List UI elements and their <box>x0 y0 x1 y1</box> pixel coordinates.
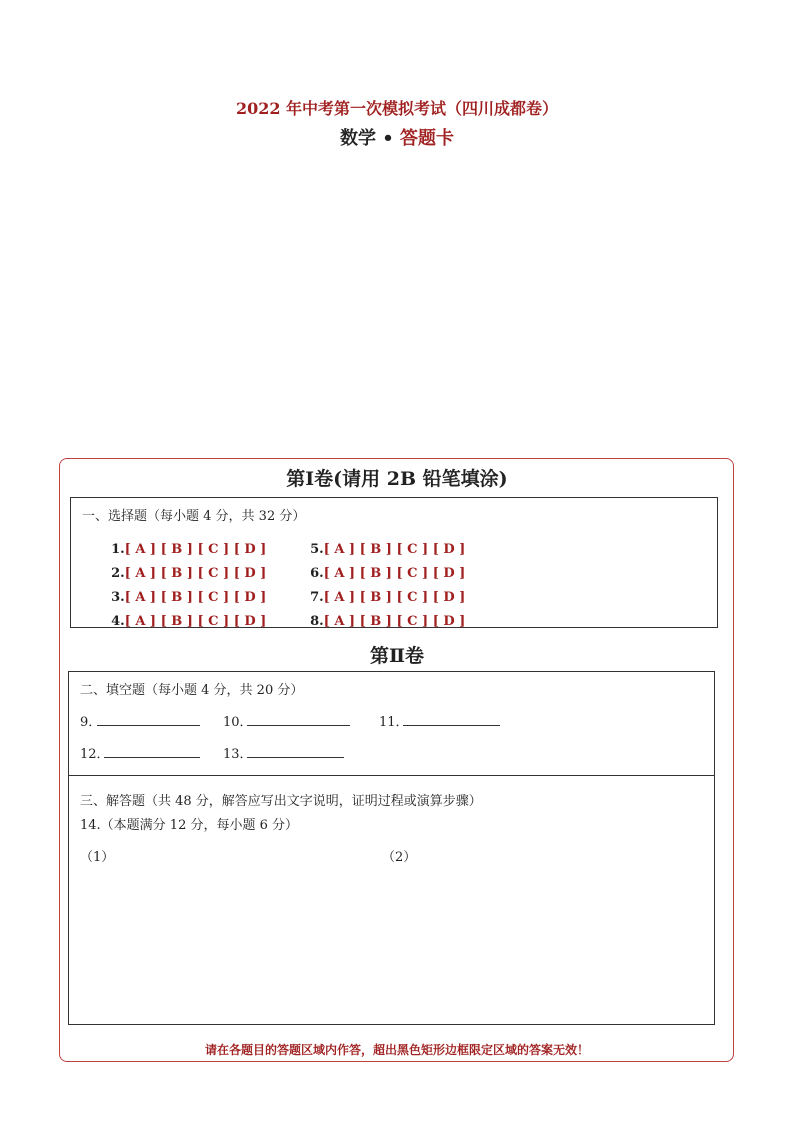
question-14-part-1: （1） <box>80 850 115 865</box>
question-number: 3. <box>111 590 125 605</box>
fill-item-11-blank[interactable] <box>403 725 500 726</box>
choice-question-4[interactable] <box>102 599 266 629</box>
question-14-label: 14.（本题满分 12 分，每小题 6 分） <box>80 818 299 833</box>
footer-notice: 请在各题目的答题区域内作答，超出黑色矩形边框限定区域的答案无效！ <box>204 1043 589 1057</box>
fill-item-9-number: 9． <box>80 715 102 730</box>
exam-subtitle <box>0 124 794 150</box>
fill-item-12-blank[interactable] <box>104 757 200 758</box>
choice-options[interactable]: [ A ] [ B ] [ C ] [ D ] <box>323 614 466 629</box>
subject-label: 数学 <box>339 128 376 149</box>
answer-card-label: 答题卡 <box>400 128 455 149</box>
choice-options[interactable]: [ A ] [ B ] [ C ] [ D ] <box>124 614 267 629</box>
choice-options[interactable]: [ A ] [ B ] [ C ] [ D ] <box>124 542 267 557</box>
question-number: 1. <box>111 542 125 557</box>
part2-heading: 第Ⅱ卷 <box>369 645 424 667</box>
choice-options[interactable]: [ A ] [ B ] [ C ] [ D ] <box>323 590 466 605</box>
choice-section-label: 一、选择题（每小题 4 分，共 32 分） <box>82 509 306 524</box>
question-14-part-2: （2） <box>382 850 417 865</box>
fill-item-13-number: 13． <box>223 747 253 762</box>
part1-heading: 第Ⅰ卷(请用 2B 铅笔填涂) <box>286 468 508 490</box>
fill-item-11-number: 11． <box>379 715 409 730</box>
choice-options[interactable]: [ A ] [ B ] [ C ] [ D ] <box>124 566 267 581</box>
fill-item-9-blank[interactable] <box>97 725 200 726</box>
choice-question-8[interactable] <box>301 599 465 629</box>
fill-section-label: 二、填空题（每小题 4 分，共 20 分） <box>80 683 304 698</box>
fill-item-10-blank[interactable] <box>247 725 350 726</box>
question-number: 6. <box>310 566 324 581</box>
subtitle-dot: • <box>382 128 394 149</box>
fill-item-10-number: 10． <box>223 715 253 730</box>
fill-item-13-blank[interactable] <box>247 757 344 758</box>
choice-options[interactable]: [ A ] [ B ] [ C ] [ D ] <box>323 542 466 557</box>
question-number: 4. <box>111 614 125 629</box>
fill-item-12-number: 12． <box>80 747 110 762</box>
solve-section-label: 三、解答题（共 48 分，解答应写出文字说明，证明过程或演算步骤） <box>80 794 482 809</box>
question-number: 7. <box>310 590 324 605</box>
exam-title: 2022 年中考第一次模拟考试（四川成都卷） <box>235 99 559 118</box>
section-divider <box>68 775 714 776</box>
choice-options[interactable]: [ A ] [ B ] [ C ] [ D ] <box>124 590 267 605</box>
question-number: 2. <box>111 566 125 581</box>
question-number: 8. <box>310 614 324 629</box>
question-number: 5. <box>310 542 324 557</box>
choice-options[interactable]: [ A ] [ B ] [ C ] [ D ] <box>323 566 466 581</box>
